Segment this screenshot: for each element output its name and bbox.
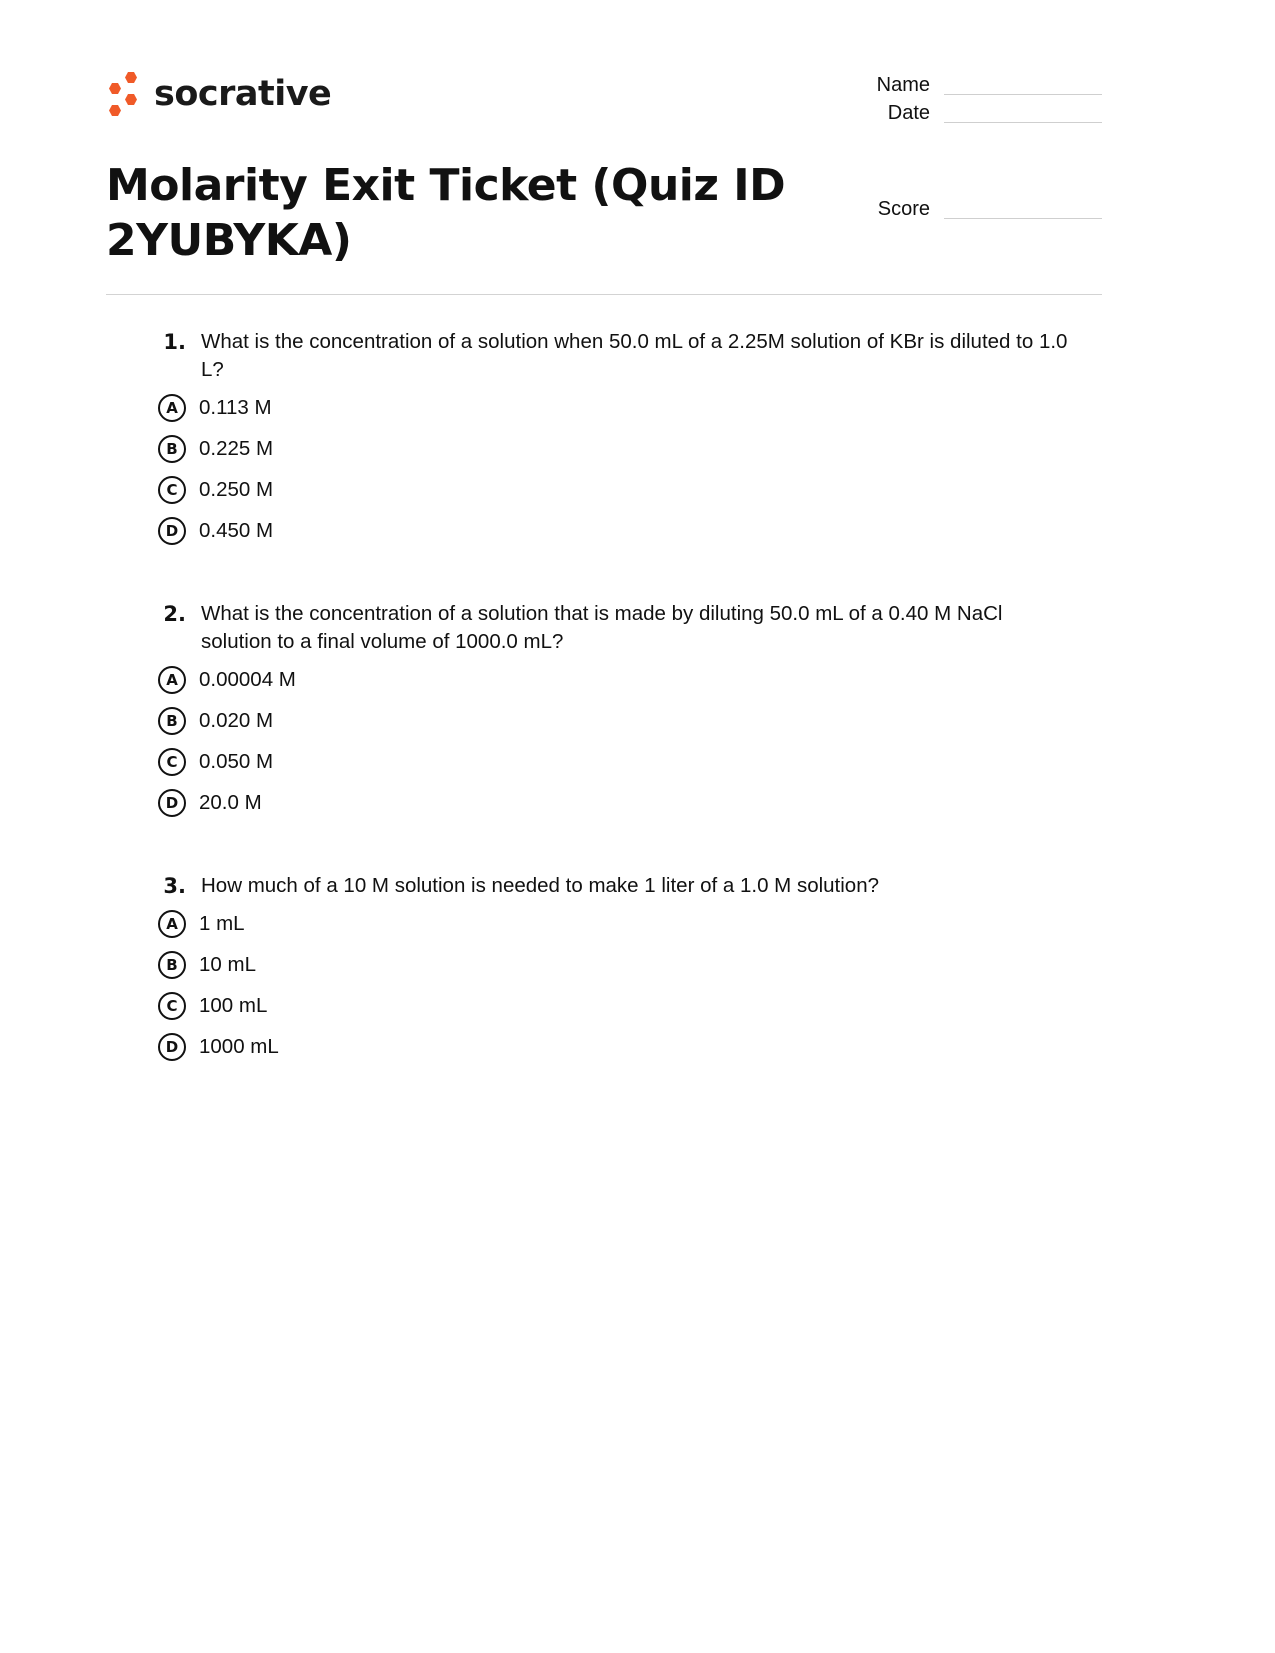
bubble-c[interactable]: C [158, 992, 186, 1020]
question-number: 1. [163, 330, 186, 354]
option-c[interactable] [158, 985, 1078, 1026]
question-text: What is the concentration of a solution that is made by diluting 50.0 mL of a 0.40 M NaCl solution to a final volume of 1000.0 mL? [201, 602, 1003, 653]
bubble-b[interactable]: B [158, 707, 186, 735]
option-c[interactable] [158, 469, 1078, 510]
option-d[interactable] [158, 510, 1078, 551]
question-3 [158, 872, 1078, 1067]
page-title: Molarity Exit Ticket (Quiz ID 2YUBYKA) [106, 160, 786, 266]
date-line[interactable] [944, 122, 1102, 123]
brand-name: socrative [154, 74, 332, 114]
date-label: Date [887, 102, 930, 124]
question-1 [158, 328, 1078, 551]
bubble-d[interactable]: D [158, 789, 186, 817]
option-d[interactable] [158, 1026, 1078, 1067]
option-text: 10 mL [199, 952, 256, 976]
option-b[interactable] [158, 944, 1078, 985]
option-text: 100 mL [199, 993, 268, 1017]
option-b[interactable] [158, 700, 1078, 741]
bubble-c[interactable]: C [158, 476, 186, 504]
score-label: Score [877, 198, 930, 220]
option-b[interactable] [158, 428, 1078, 469]
bubble-a[interactable]: A [158, 910, 186, 938]
option-a[interactable] [158, 903, 1078, 944]
question-number: 2. [163, 602, 186, 626]
question-2 [158, 600, 1078, 823]
socrative-logo [106, 70, 331, 118]
option-text: 20.0 M [199, 790, 262, 814]
score-line[interactable] [944, 218, 1102, 219]
question-text: What is the concentration of a solution when 50.0 mL of a 2.25M solution of KBr is diluted to 1.0 L? [201, 330, 1068, 381]
name-field[interactable] [860, 74, 1102, 102]
bubble-d[interactable]: D [158, 517, 186, 545]
date-field[interactable] [860, 102, 1102, 130]
score-field[interactable] [860, 198, 1102, 226]
option-text: 0.050 M [199, 749, 274, 773]
name-label: Name [876, 74, 930, 96]
option-text: 1 mL [199, 911, 245, 935]
bubble-b[interactable]: B [158, 435, 186, 463]
option-text: 0.450 M [199, 518, 274, 542]
bubble-b[interactable]: B [158, 951, 186, 979]
bubble-a[interactable]: A [158, 666, 186, 694]
bubble-d[interactable]: D [158, 1033, 186, 1061]
bubble-c[interactable]: C [158, 748, 186, 776]
option-text: 1000 mL [199, 1034, 279, 1058]
option-c[interactable] [158, 741, 1078, 782]
question-text: How much of a 10 M solution is needed to make 1 liter of a 1.0 M solution? [201, 874, 880, 897]
hexagon-cluster-icon [106, 70, 144, 118]
option-a[interactable] [158, 387, 1078, 428]
option-text: 0.00004 M [199, 667, 296, 691]
option-d[interactable] [158, 782, 1078, 823]
header-divider [106, 294, 1102, 295]
option-a[interactable] [158, 659, 1078, 700]
option-text: 0.020 M [199, 708, 274, 732]
name-line[interactable] [944, 94, 1102, 95]
option-text: 0.225 M [199, 436, 274, 460]
bubble-a[interactable]: A [158, 394, 186, 422]
option-text: 0.250 M [199, 477, 274, 501]
question-number: 3. [163, 874, 186, 898]
option-text: 0.113 M [199, 395, 272, 419]
